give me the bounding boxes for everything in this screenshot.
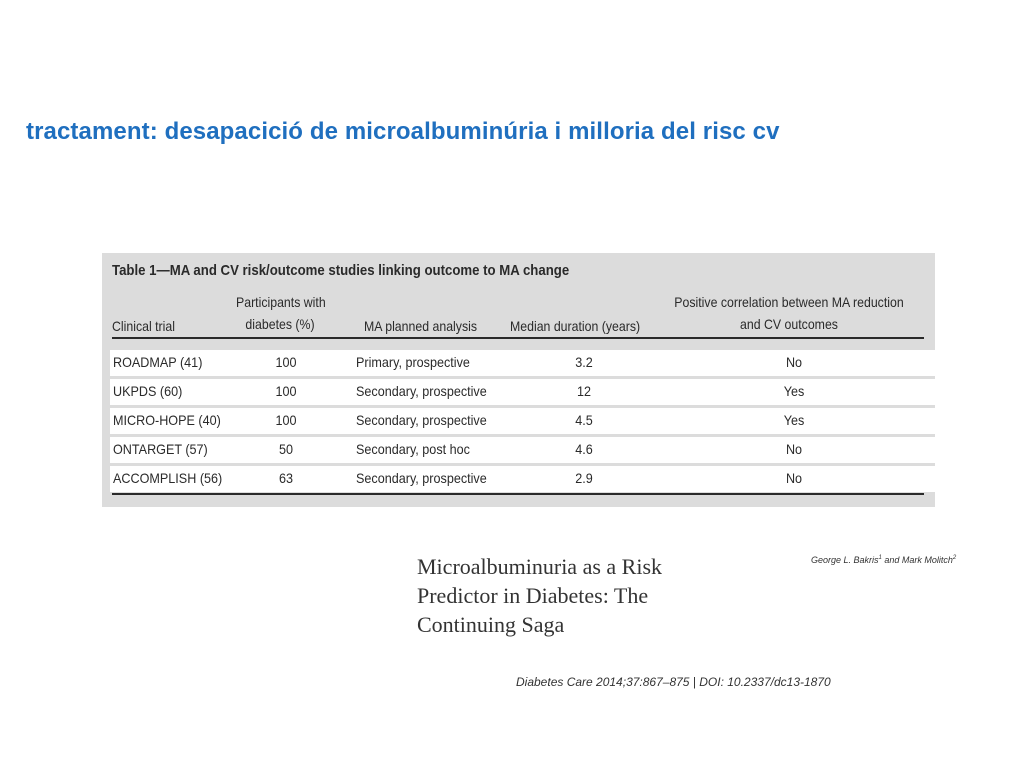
cell-duration: 3.2 (575, 354, 593, 370)
cell-analysis: Secondary, prospective (356, 412, 487, 428)
author-2-affiliation: 2 (952, 555, 957, 561)
author-1-affiliation: 1 (878, 555, 882, 561)
cell-trial: ONTARGET (57) (113, 441, 208, 457)
paper-title-line2: Predictor in Diabetes: The (417, 583, 649, 608)
paper-citation: Diabetes Care 2014;37:867–875 | DOI: 10.2337/dc13-1870 (516, 675, 831, 689)
cell-participants: 100 (275, 412, 297, 428)
cell-analysis: Secondary, prospective (356, 470, 487, 486)
cell-duration: 12 (576, 383, 592, 399)
cell-trial: UKPDS (60) (113, 383, 183, 399)
header-ma-planned-analysis: MA planned analysis (364, 318, 478, 334)
table-bottom-rule (112, 493, 924, 495)
cell-positive: No (785, 441, 803, 457)
study-table (102, 253, 935, 507)
cell-participants: 100 (275, 383, 297, 399)
cell-trial: ACCOMPLISH (56) (113, 470, 223, 486)
table-row (110, 437, 936, 463)
paper-title (417, 552, 662, 639)
cell-analysis: Secondary, prospective (356, 383, 487, 399)
table-row (110, 466, 936, 492)
header-positive-line1: Positive correlation between MA reduction (674, 294, 904, 310)
table-row (110, 379, 936, 405)
header-participants (236, 291, 324, 335)
author-joiner: and Mark Molitch (881, 555, 953, 565)
cell-positive: Yes (783, 412, 805, 428)
cell-trial: ROADMAP (41) (113, 354, 203, 370)
cell-analysis: Secondary, post hoc (356, 441, 470, 457)
cell-analysis: Primary, prospective (356, 354, 470, 370)
paper-authors (811, 555, 956, 565)
cell-duration: 2.9 (575, 470, 593, 486)
cell-participants: 100 (275, 354, 297, 370)
header-positive-line2: and CV outcomes (740, 316, 838, 332)
table-row (110, 408, 936, 434)
header-participants-line2: diabetes (%) (245, 316, 315, 332)
paper-title-line3: Continuing Saga (417, 612, 565, 637)
cell-trial: MICRO-HOPE (40) (113, 412, 221, 428)
author-1: George L. Bakris (811, 555, 879, 565)
table-row (110, 350, 936, 376)
slide-title: tractament: desapacició de microalbuminúria i milloria del risc cv (26, 118, 780, 145)
cell-participants: 63 (278, 470, 294, 486)
cell-positive: No (785, 470, 803, 486)
header-clinical-trial: Clinical trial (112, 318, 175, 334)
header-median-duration: Median duration (years) (510, 318, 641, 334)
header-participants-line1: Participants with (236, 294, 326, 310)
cell-duration: 4.5 (575, 412, 593, 428)
paper-title-line1: Microalbuminuria as a Risk (417, 554, 663, 579)
cell-positive: Yes (783, 383, 805, 399)
cell-positive: No (785, 354, 803, 370)
header-positive-correlation (670, 291, 908, 335)
table-caption: Table 1—MA and CV risk/outcome studies linking outcome to MA change (112, 262, 570, 279)
cell-duration: 4.6 (575, 441, 593, 457)
cell-participants: 50 (278, 441, 294, 457)
header-rule (112, 337, 924, 339)
